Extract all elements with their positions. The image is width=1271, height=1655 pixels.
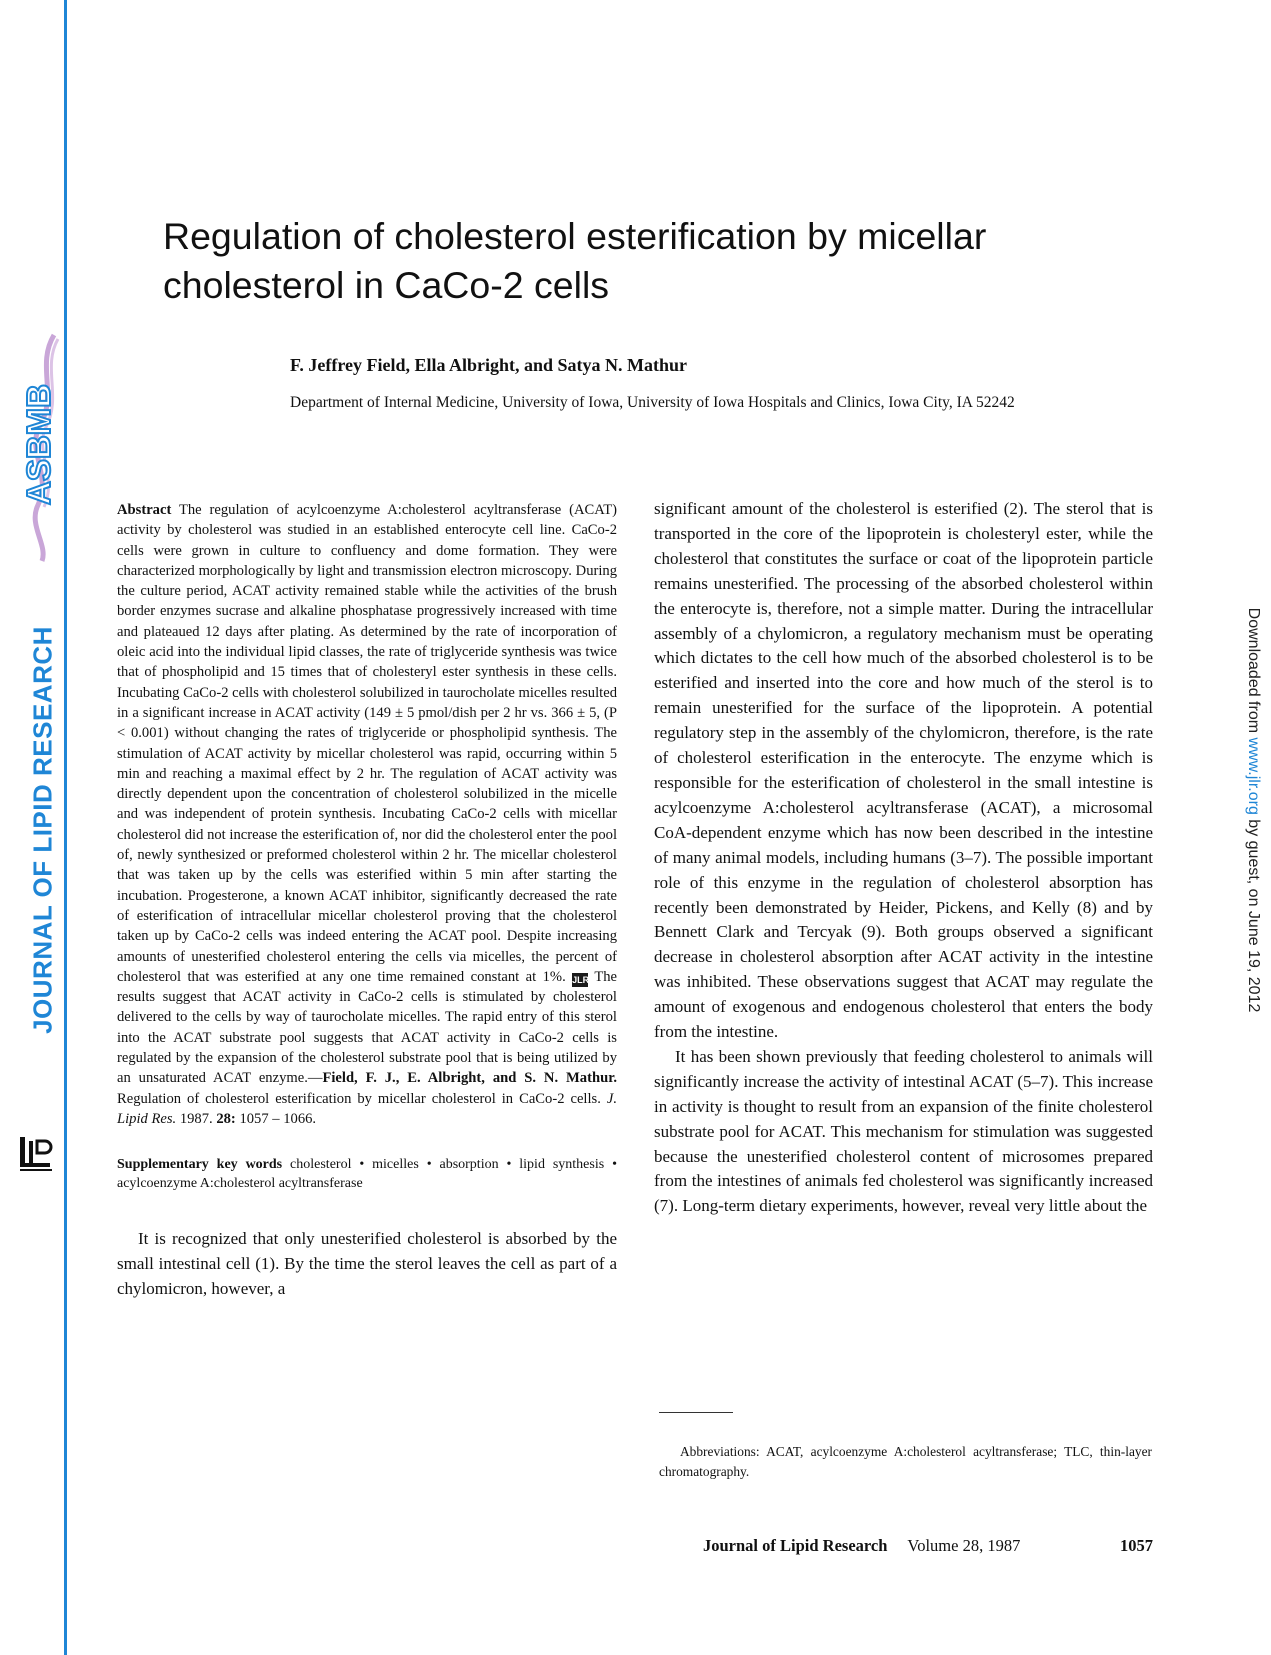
jlr-abstract-mark: JLR [572, 974, 590, 985]
citation-title: Regulation of cholesterol esterification by micellar cholesterol in CaCo-2 cells. [117, 1090, 607, 1107]
download-note-link[interactable]: www.jlr.org [1245, 737, 1262, 815]
download-note [1244, 608, 1262, 1013]
keywords-list: cholesterol • micelles • absorption • lipid synthesis • acylcoenzyme A:cholesterol acyltransferase [117, 1157, 617, 1192]
download-note-suffix: by guest, on June 19, 2012 [1245, 814, 1262, 1013]
footnote-divider [659, 1412, 733, 1413]
footer-page-number: 1057 [1120, 1536, 1153, 1555]
download-note-wrap [1238, 590, 1268, 1030]
keywords [117, 1155, 617, 1193]
keywords-heading: Supplementary key words [117, 1157, 283, 1173]
sidebar-journal-wrap [27, 626, 58, 1034]
citation-journal: J. Lipid Res. [117, 1090, 617, 1127]
abstract [117, 500, 617, 1129]
footer-journal: Journal of Lipid Research [703, 1536, 888, 1555]
jlr-logo [16, 1133, 56, 1173]
body-paragraph-right-2: It has been shown previously that feeding cholesterol to animals will significantly increase the activity of intestinal ACAT (5–7). This increase in activity is thought to result from an expansion of the finite cholesterol substrate pool for ACAT. This mechanism for stimulation was suggested because the unesterified cholesterol content of microsomes prepared from the intestines of animals fed cholesterol was significantly increased (7). Long-term dietary experiments, however, reveal very little about the [654, 1046, 1153, 1216]
footnote: Abbreviations: ACAT, acylcoenzyme A:cholesterol acyltransferase; TLC, thin-layer chromatography. [659, 1444, 1152, 1479]
citation-authors: Field, F. J., E. Albright, and S. N. Mathur. [322, 1070, 617, 1087]
sidebar-journal-name: JOURNAL OF LIPID RESEARCH [27, 626, 58, 1034]
page-footer [703, 1536, 1153, 1556]
body-paragraph-right-1: significant amount of the cholesterol is esterified (2). The sterol that is transported in the core of the lipoprotein is cholesteryl ester, while the cholesterol that constitutes the surface or coat of the lipoprotein particle remains unesterified. The processing of the absorbed cholesterol within the enterocyte is, therefore, not a simple matter. During the intracellular assembly of a chylomicron, a regulatory mechanism must be operating which dictates to the cell how much of the absorbed cholesterol is to be esterified and inserted into the core and how much of the sterol is to remain unesterified for the surface of the lipoprotein. A potential regulatory step in the assembly of the chylomicron, therefore, is the rate of cholesterol esterification in the enterocyte. The enzyme which is responsible for the esterification of cholesterol in the small intestine is acylcoenzyme A:cholesterol acyltransferase (ACAT), a microsomal CoA-dependent enzyme which has now been described in the intestine of many animal models, including humans (3–7). The possible important role of this enzyme in the regulation of cholesterol absorption has recently been demonstrated by Heider, Pickens, and Kelly (8) and by Bennett Clark and Tercyak (9). Both groups observed a significant decrease in cholesterol absorption after ACAT activity in the intestine was inhibited. These observations suggest that ACAT may regulate the amount of exogenous and endogenous cholesterol that enters the body from the intestine. [654, 499, 1153, 1042]
citation-volume: 28: [216, 1110, 236, 1127]
citation-year: 1987. [176, 1110, 217, 1127]
body-paragraph-left: It is recognized that only unesterified cholesterol is absorbed by the small intestinal cell (1). By the time the sterol leaves the cell as part of a chylomicron, however, a [117, 1229, 617, 1299]
asbmb-logo-text: ASBMB [20, 384, 57, 505]
asbmb-logo [8, 325, 66, 565]
left-column [117, 500, 617, 1301]
margin-rule [64, 0, 67, 1655]
right-column [654, 497, 1153, 1219]
abstract-text-2: The results suggest that ACAT activity in CaCo-2 cells is stimulated by cholesterol delivered to the cells by way of taurocholate micelles. The rapid entry of this sterol into the ACAT substrate pool suggests that ACAT activity in CaCo-2 cells is regulated by the expansion of the cholesterol substrate pool that is being utilized by an unsaturated ACAT enzyme.— [117, 968, 618, 1087]
article-title: Regulation of cholesterol esterification by micellar cholesterol in CaCo-2 cells [163, 215, 987, 306]
download-note-prefix: Downloaded from [1245, 607, 1262, 738]
abstract-heading: Abstract [117, 502, 172, 518]
article-authors: F. Jeffrey Field, Ella Albright, and Satya N. Mathur [290, 355, 688, 375]
abstract-text-1: The regulation of acylcoenzyme A:cholesterol acyltransferase (ACAT) activity by cholesterol was studied in an established enterocyte cell line. CaCo-2 cells were grown in culture to confluency and dome formation. They were characterized morphologically by light and transmission electron microscopy. During the culture period, ACAT activity remained stable while the activities of the brush border enzymes sucrase and alkaline phosphatase progressively increased with time and plateaued 12 days after plating. As determined by the rate of incorporation of oleic acid into the individual lipid classes, the rate of triglyceride synthesis was twice that of phospholipid and 15 times that of cholesteryl ester synthesis in these cells. Incubating CaCo-2 cells with cholesterol solubilized in taurocholate micelles resulted in a significant increase in ACAT activity (149 ± 5 pmol/dish per 2 hr vs. 366 ± 5, (P < 0.001) without changing the rates of triglyceride or phospholipid synthesis. The stimulation of ACAT activity by micellar cholesterol was rapid, occurring within 5 min and reaching a maximal effect by 2 hr. The regulation of ACAT activity was directly dependent upon the concentration of cholesterol solubilized in the micelle and was independent of protein synthesis. Incubating CaCo-2 cells with micellar cholesterol did not increase the esterification of, nor did the cholesterol enter the pool of, newly synthesized or preformed cholesterol within 2 hr. The micellar cholesterol that was taken up by the cells was esterified within 5 min after starting the incubation. Progesterone, a known ACAT inhibitor, significantly decreased the rate of esterification of intracellular micellar cholesterol proving that the cholesterol taken up by CaCo-2 cells was indeed entering the ACAT pool. Despite increasing amounts of unesterified cholesterol entering the cells via micelles, the percent of cholesterol that was esterified at any one time remained constant at 1%. [117, 502, 617, 985]
article-affiliation: Department of Internal Medicine, University of Iowa, University of Iowa Hospitals and Clinics, Iowa City, IA 52242 [290, 394, 1015, 411]
citation-pages: 1057 – 1066. [235, 1110, 317, 1127]
footer-volume: Volume 28, 1987 [907, 1536, 1021, 1555]
